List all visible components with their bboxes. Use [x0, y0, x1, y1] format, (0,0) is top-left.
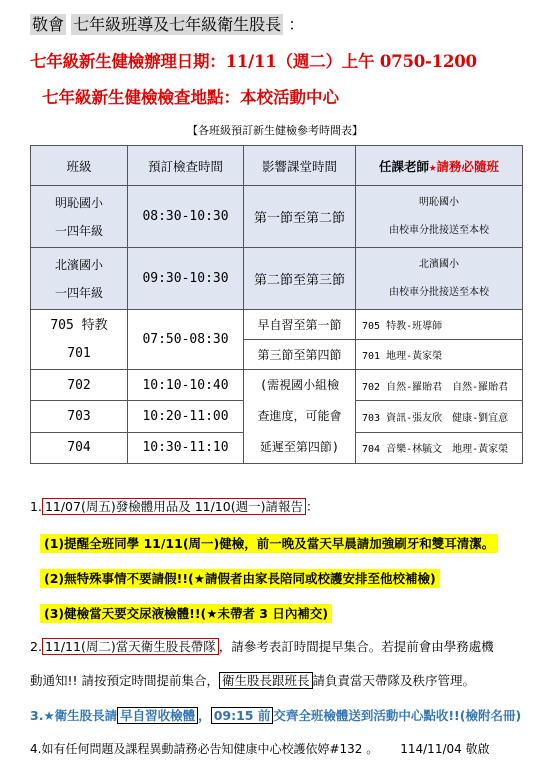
header-teacher — [356, 146, 523, 186]
item-4: 4.如有任何問題及課程異動請務必告知健康中心校護依婷#132 。 114/11/04 敬啟 — [30, 742, 490, 756]
row-time: 10:30-11:10 — [128, 432, 244, 463]
row-class: 703 — [31, 401, 128, 432]
header-colon: ： — [288, 15, 305, 34]
item-1-boxed: 11/07(周五)發檢體用品及 11/10(週一)請報告 — [42, 498, 306, 515]
item-1: 1. 11/07(周五)發檢體用品及 11/10(週一)請報告 ： — [30, 499, 319, 514]
exam-date-line: 七年級新生健檢辦理日期：11/11（週二）上午 0750-1200 — [30, 52, 477, 71]
table-row — [31, 370, 523, 401]
table-header-row — [31, 146, 523, 186]
row-period: 第一節至第二節 — [244, 186, 356, 248]
reminder-2: (2)無特殊事情不要請假!!(★請假者由家長陪同或校護安排至他校補檢) — [40, 569, 440, 587]
item-2-boxed-leaders: 衛生股長跟班長 — [219, 672, 313, 689]
item-2: 2. 11/11(周二)當天衛生股長帶隊 ，請參考表訂時間提早集合。若提前會由學務處機 — [30, 639, 494, 654]
item-3: 3.★衛生股長請 早自習收檢體 ， 09:15 前 交齊全班檢體送到活動中心點收!!(檢附名冊) — [30, 708, 522, 723]
table-row — [31, 186, 523, 248]
item-2-continued: 動通知!! 請按預定時間提前集合， 衛生股長跟班長 請負責當天帶隊及秩序管理。 — [30, 673, 476, 688]
delay-note: (需視國小組檢 查進度，可能會 延遲至第四節) — [244, 370, 356, 464]
item-2-boxed: 11/11(周二)當天衛生股長帶隊 — [42, 638, 219, 655]
reminder-1: (1)提醒全班同學 11/11(周一)健檢，前一晚及當天早晨請加強刷牙和雙耳清潔。 — [40, 534, 498, 552]
item-3-boxed-2: 09:15 前 — [211, 707, 274, 724]
row-time: 07:50-08:30 — [128, 310, 244, 370]
row-period: 早自習至第一節 — [244, 310, 356, 340]
row-teacher: 701 地理-黃家榮 — [356, 340, 523, 370]
row-class: 702 — [31, 370, 128, 401]
row-teacher: 北濱國小 由校車分批接送至本校 — [356, 248, 523, 310]
row-class: 705 特教 701 — [31, 310, 128, 370]
reminder-3: (3)健檢當天要交尿液檢體!!(★未帶者 3 日內補交) — [40, 604, 332, 622]
exam-location-line: 七年級新生健檢檢查地點：本校活動中心 — [42, 88, 339, 107]
row-class: 北濱國小 一四年級 — [31, 248, 128, 310]
memo-date: 114/11/04 敬啟 — [400, 742, 490, 756]
schedule-caption: 【各班級預訂新生健檢參考時間表】 — [187, 124, 363, 137]
item-3-boxed-1: 早自習收檢體 — [117, 707, 198, 724]
row-period: 第二節至第三節 — [244, 248, 356, 310]
row-time: 10:10-10:40 — [128, 370, 244, 401]
row-time: 10:20-11:00 — [128, 401, 244, 432]
row-class: 704 — [31, 432, 128, 463]
header-greeting: 敬會 — [32, 15, 65, 34]
header-teacher-note: ★請務必隨班 — [428, 158, 500, 174]
table-row — [31, 310, 523, 340]
row-teacher: 明恥國小 由校車分批接送至本校 — [356, 186, 523, 248]
header-teacher-label: 任課老師 — [378, 158, 429, 174]
header-title: 七年級班導及七年級衛生股長 — [73, 15, 282, 34]
row-teacher: 704 音樂-林毓文 地理-黃家榮 — [356, 432, 523, 463]
schedule-table — [30, 145, 523, 464]
row-time: 08:30-10:30 — [128, 186, 244, 248]
row-period: 第三節至第四節 — [244, 340, 356, 370]
row-time: 09:30-10:30 — [128, 248, 244, 310]
header-time: 預訂檢查時間 — [128, 146, 244, 186]
row-class: 明恥國小 一四年級 — [31, 186, 128, 248]
header-class: 班級 — [31, 146, 128, 186]
memo-header — [30, 12, 304, 35]
row-teacher: 702 自然-羅貽君 自然-羅貽君 — [356, 370, 523, 401]
table-row — [31, 248, 523, 310]
header-period: 影響課堂時間 — [244, 146, 356, 186]
row-teacher: 703 資訊-張友欣 健康-劉宜意 — [356, 401, 523, 432]
row-teacher: 705 特教-班導師 — [356, 310, 523, 340]
